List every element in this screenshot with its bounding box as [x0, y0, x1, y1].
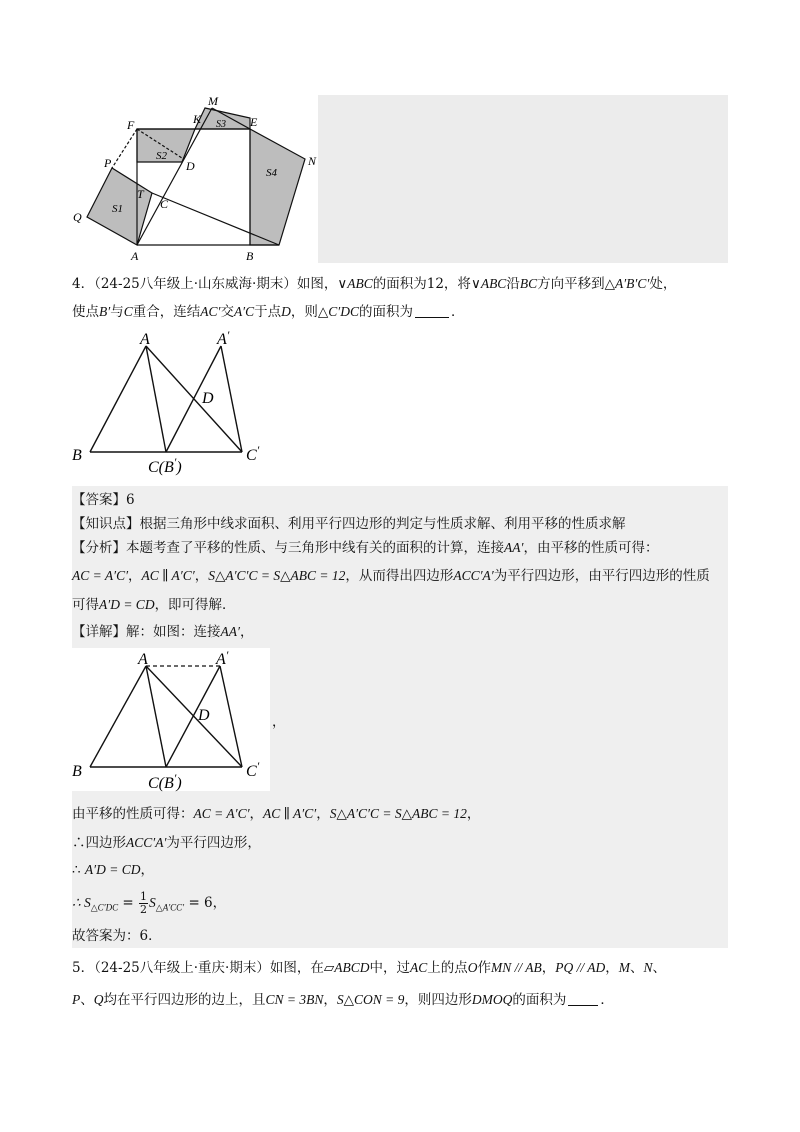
problem5-stem-line1: 5．（24-25八年级上·重庆·期末）如图，在▱ABCD中，过AC上的点O作MN // AB，PQ // AD，M、N、 — [72, 960, 667, 976]
label-s2: S2 — [156, 150, 167, 162]
problem4-triangle-figure — [66, 328, 276, 478]
label-p: P — [104, 156, 112, 170]
label-b: B — [72, 447, 82, 464]
label-n: N — [308, 154, 317, 168]
label-d: D — [198, 707, 210, 724]
label-b: B — [246, 249, 254, 263]
label-s1: S1 — [112, 203, 123, 215]
fraction-one-half: $\frac{1}{2}$ — [140, 890, 148, 916]
problem4-stem-line2: 使点B′与C重合，连结AC′交A′C于点D，则△C′DC的面积为 ． — [72, 304, 465, 320]
analysis-line3: 可得A′D = CD，即可得解． — [72, 597, 236, 613]
label-s3: S3 — [216, 119, 226, 130]
answer-blank-5 — [568, 991, 598, 1006]
label-c-b-prime: C(B′) — [148, 455, 182, 476]
label-t: T — [137, 187, 144, 201]
step1-line: 由平移的性质可得：AC = A′C′，AC ∥ A′C′，S△A′C′C = S△ABC = 12， — [72, 806, 481, 822]
analysis-line1: 【分析】本题考查了平移的性质、与三角形中线有关的面积的计算，连接AA′，由平移的性质可得： — [72, 540, 659, 556]
label-e: E — [250, 115, 258, 129]
answer-blank-4 — [415, 303, 449, 318]
label-c-prime: C′ — [246, 759, 260, 780]
label-f: F — [127, 118, 135, 132]
knowledge-line: 【知识点】根据三角形中线求面积、利用平行四边形的判定与性质求解、利用平移的性质求解 — [72, 516, 626, 532]
label-c-prime: C′ — [246, 443, 260, 464]
detail-line: 【详解】解：如图：连接AA′， — [72, 624, 254, 640]
label-m: M — [208, 94, 218, 108]
analysis-line2: AC = A′C′，AC ∥ A′C′，S△A′C′C = S△ABC = 12，从而得出四边形ACC′A′为平行四边形，由平行四边形的性质 — [72, 568, 710, 584]
label-a: A — [131, 249, 139, 263]
detail-triangle-figure — [66, 646, 276, 794]
figure-trailing-comma: ， — [272, 714, 286, 730]
label-d: D — [202, 390, 214, 407]
label-c-b-prime: C(B′) — [148, 771, 182, 792]
problem4-stem-line1: 4．（24-25八年级上·山东威海·期末）如图，∨ABC的面积为12，将∨ABC沿BC方向平移到△A′B′C′处， — [72, 276, 677, 292]
step3-line: ∴ A′D = CD， — [72, 862, 154, 878]
label-d: D — [186, 159, 195, 173]
label-a-prime: A′ — [216, 648, 229, 668]
label-a: A — [140, 331, 150, 348]
step4-line: ∴ $S_{\triangle C'DC}$ = $\frac{1}{2}$ $S_{\triangle A'CC'} = 6$， — [72, 890, 227, 916]
top-geometry-figure — [72, 92, 322, 264]
step2-line: ∴四边形ACC′A′为平行四边形， — [72, 835, 261, 851]
region-s4 — [250, 129, 305, 245]
label-c: C — [160, 197, 169, 211]
problem5-stem-line2: P、Q均在平行四边形的边上，且CN = 3BN，S△CON = 9，则四边形DMOQ的面积为 ． — [72, 992, 614, 1008]
label-s4: S4 — [266, 167, 277, 179]
label-k: K — [193, 112, 202, 126]
label-a: A — [138, 651, 148, 668]
label-q: Q — [73, 210, 82, 224]
answer-line: 【答案】6 — [72, 492, 135, 508]
final-answer-line: 故答案为：6． — [72, 928, 162, 944]
label-a-prime: A′ — [217, 328, 230, 348]
top-figure-gray-panel — [318, 95, 728, 263]
dashed-line-fp — [112, 129, 137, 168]
label-b: B — [72, 763, 82, 780]
